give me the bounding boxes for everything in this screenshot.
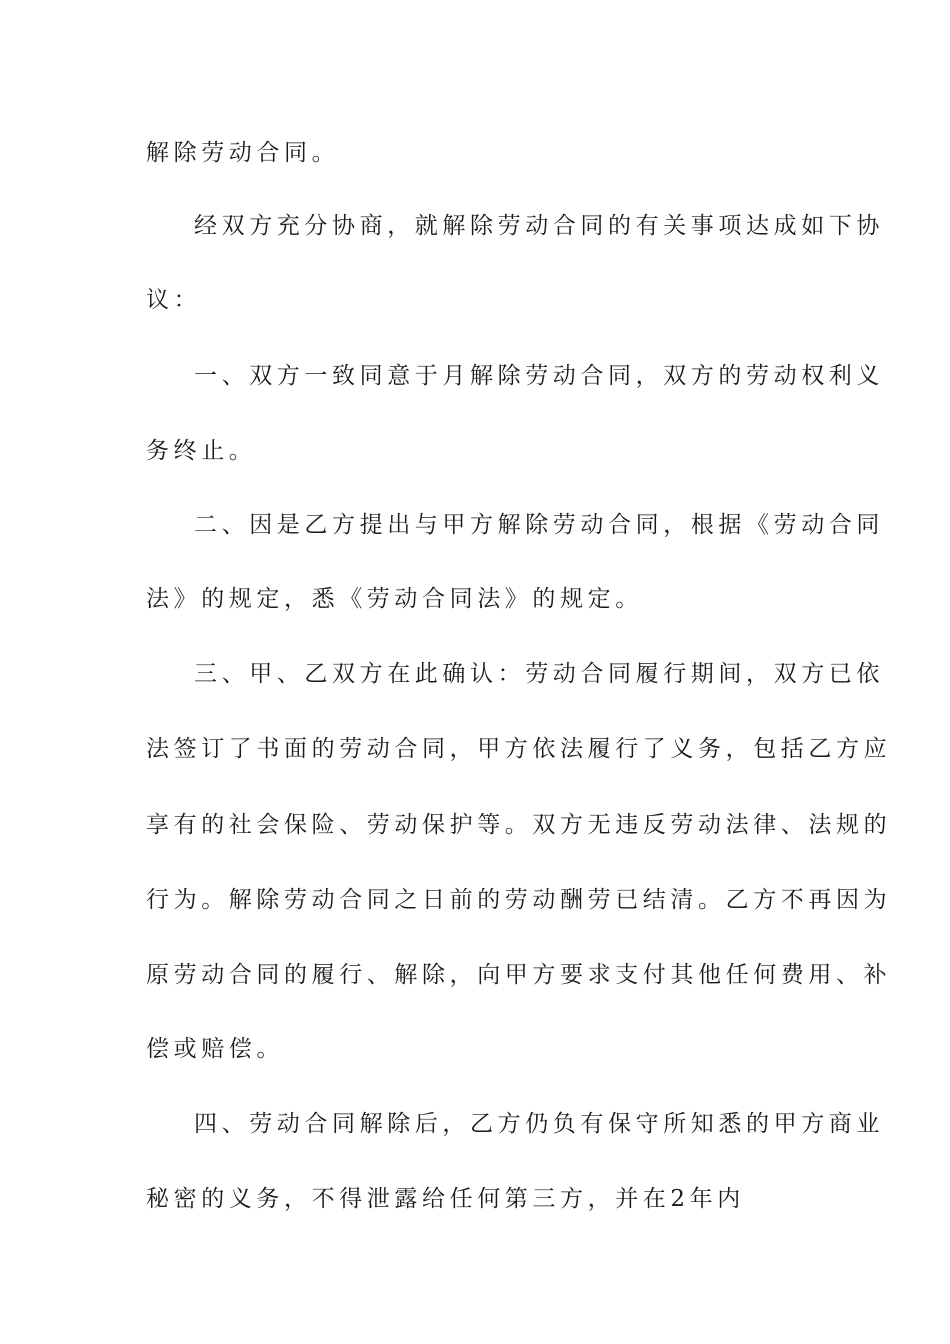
clause-2-start-line: 二、因是乙方提出与甲方解除劳动合同，根据《劳动合同: [194, 512, 884, 538]
text-line: 原劳动合同的履行、解除，向甲方要求支付其他任何费用、补: [146, 962, 892, 988]
clause-4-start-line: 四、劳动合同解除后，乙方仍负有保守所知悉的甲方商业: [194, 1111, 884, 1137]
text-line: 务终止。: [146, 438, 257, 464]
text-line: 法》的规定，悉《劳动合同法》的规定。: [146, 586, 643, 612]
clause-3-start-line: 三、甲、乙双方在此确认：劳动合同履行期间，双方已依: [194, 661, 884, 687]
text-line: 法签订了书面的劳动合同，甲方依法履行了义务，包括乙方应: [146, 736, 892, 762]
text-line: 偿或赔偿。: [146, 1036, 284, 1062]
paragraph-start-line: 经双方充分协商，就解除劳动合同的有关事项达成如下协: [194, 213, 884, 239]
text-line: 解除劳动合同。: [146, 140, 340, 166]
text-line: 议：: [146, 287, 202, 313]
text-line: 享有的社会保险、劳动保护等。双方无违反劳动法律、法规的: [146, 812, 892, 838]
text-line: 秘密的义务，不得泄露给任何第三方，并在2年内: [146, 1186, 745, 1212]
clause-1-start-line: 一、双方一致同意于月解除劳动合同，双方的劳动权利义: [194, 363, 884, 389]
text-line: 行为。解除劳动合同之日前的劳动酬劳已结清。乙方不再因为: [146, 887, 892, 913]
